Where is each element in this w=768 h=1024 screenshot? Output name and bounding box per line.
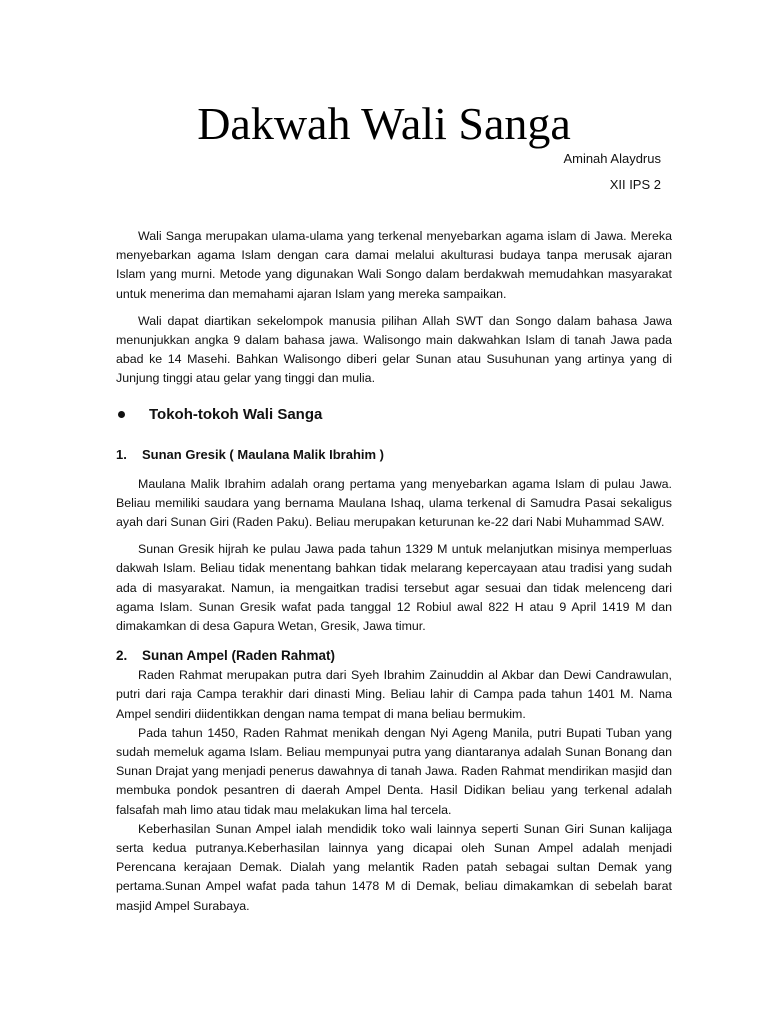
section-2-paragraph-3: Keberhasilan Sunan Ampel ialah mendidik toko wali lainnya seperti Sunan Giri Sunan kalijaga serta kedua putranya.Keberhasilan lainnya yang dicapai oleh Sunan Ampel adalah menjadi Perencana kerajaan Demak. Dialah yang melantik Raden patah sebagai sultan Demak yang pertama.Sunan Ampel wafat pada tahun 1478 M di Demak, beliau dimakamkan di sebelah barat masjid Ampel Surabaya. <box>116 821 672 913</box>
section-1-paragraph-1: Maulana Malik Ibrahim adalah orang pertama yang menyebarkan agama Islam di pulau Jawa. Beliau memiliki saudara yang bernama Maulana Ishaq, ulama terkenal di Samudra Pasai sekaligus ayah dari Sunan Giri (Raden Paku). Beliau merupakan keturunan ke-22 dari Nabi Muhammad SAW. <box>116 476 672 530</box>
author-block <box>563 146 661 198</box>
section-1-heading <box>116 445 672 465</box>
section-2-number: 2. <box>116 648 128 664</box>
section-1-number: 1. <box>116 446 127 462</box>
author-class: XII IPS 2 <box>609 177 661 192</box>
section-2-title: Sunan Ampel (Raden Rahmat) <box>142 648 336 664</box>
section-2-heading <box>116 646 672 666</box>
author-name: Aminah Alaydrus <box>563 151 661 166</box>
bullet-heading-text: Tokoh-tokoh Wali Sanga <box>149 405 323 423</box>
section-2-paragraph-1: Raden Rahmat merupakan putra dari Syeh Ibrahim Zainuddin al Akbar dan Dewi Candrawulan, putri dari raja Campa terakhir dari dinasti Ming. Beliau lahir di Campa pada tahun 1401 M. Nama Ampel sendiri diidentikkan dengan nama tempat di mana beliau bermukim. <box>116 668 672 721</box>
section-1-paragraph-2: Sunan Gresik hijrah ke pulau Jawa pada tahun 1329 M untuk melanjutkan misinya memperluas dakwah Islam. Beliau tidak menentang bahkan tidak melarang kepercayaan atau tradisi yang sudah ada di masyarakat. Namun, ia mengaitkan tradisi tersebut agar sesuai dan tidak melenceng dari agama Islam. Sunan Gresik wafat pada tanggal 12 Robiul awal 822 H atau 9 April 1419 M dan dimakamkan di desa Gapura Wetan, Gresik, Jawa timur. <box>116 542 672 634</box>
document-title: Dakwah Wali Sanga <box>197 98 571 149</box>
intro-paragraph-1: Wali Sanga merupakan ulama-ulama yang terkenal menyebarkan agama islam di Jawa. Mereka menyebarkan agama Islam dengan cara damai melalui akulturasi budaya tanpa merusak ajaran Islam yang murni. Metode yang digunakan Wali Songo dalam berdakwah memudahkan masyarakat untuk menerima dan memahami ajaran Islam yang mereka sampaikan. <box>116 229 672 301</box>
section-2-paragraph-2: Pada tahun 1450, Raden Rahmat menikah dengan Nyi Ageng Manila, putri Bupati Tuban yang sudah memeluk agama Islam. Beliau mempunyai putra yang diantaranya adalah Sunan Bonang dan Sunan Drajat yang menjadi penerus dawahnya di tanah Jawa. Raden Rahmat mendirikan masjid dan membuka pondok pesantren di daerah Ampel Denta. Hasil Didikan beliau yang terkenal adalah falsafah mah limo atau tidak mau melakukan lima hal tercela. <box>116 725 672 817</box>
section-1-title: Sunan Gresik ( Maulana Malik Ibrahim ) <box>142 446 385 462</box>
document-body <box>116 227 672 916</box>
bullet-heading <box>116 403 672 427</box>
intro-paragraph-2: Wali dapat diartikan sekelompok manusia pilihan Allah SWT dan Songo dalam bahasa Jawa menunjukkan angka 9 dalam bahasa jawa. Walisongo main dakwahkan Islam di tanah Jawa pada abad ke 14 Masehi. Bahkan Walisongo diberi gelar Sunan atau Susuhunan yang artinya yang di Junjung tinggi atau gelar yang tinggi dan mulia. <box>116 313 672 386</box>
bullet-dot-icon <box>118 411 125 418</box>
